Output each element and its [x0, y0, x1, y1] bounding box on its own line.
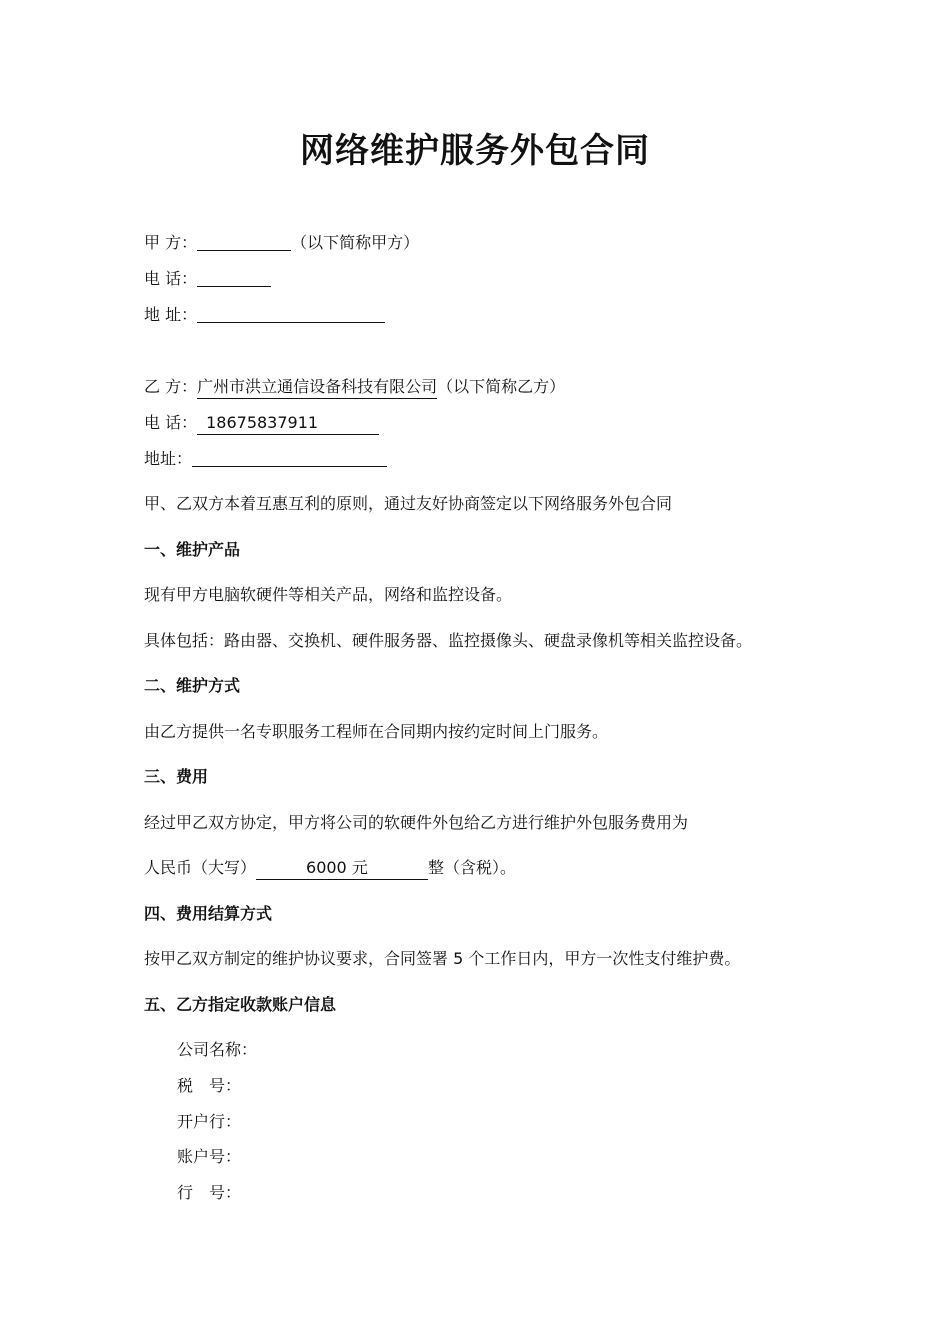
party-b-phone-line — [144, 411, 379, 435]
party-b-address-blank — [192, 448, 387, 467]
party-b-phone: 18675837911 — [197, 412, 379, 435]
preamble: 甲、乙双方本着互惠互利的原则，通过友好协商签定以下网络服务外包合同 — [144, 494, 673, 513]
document-title: 网络维护服务外包合同 — [300, 131, 650, 171]
party-a-suffix: （以下简称甲方） — [291, 233, 420, 252]
party-b-line — [144, 375, 565, 399]
section-3-paragraph-1: 经过甲乙双方协定，甲方将公司的软硬件外包给乙方进行维护外包服务费用为 — [144, 813, 689, 832]
bank-label: 开户行： — [177, 1112, 242, 1131]
amount-suffix: 整（含税）。 — [428, 858, 517, 877]
section-3-heading: 三、费用 — [144, 767, 209, 786]
party-a-address-label: 地 址： — [144, 305, 198, 324]
party-a-phone-line — [144, 267, 271, 291]
party-b-address-line — [144, 447, 387, 471]
currency-label: 人民币（大写） — [144, 858, 257, 877]
party-b-address-label: 地址： — [144, 449, 193, 468]
party-b-suffix: （以下简称乙方） — [437, 377, 566, 396]
account-number-label: 账户号： — [177, 1147, 242, 1166]
section-1-paragraph-2: 具体包括：路由器、交换机、硬件服务器、监控摄像头、硬盘录像机等相关监控设备。 — [144, 631, 753, 650]
company-name-label: 公司名称： — [177, 1040, 258, 1059]
section-1-heading: 一、维护产品 — [144, 540, 241, 559]
section-2-heading: 二、维护方式 — [144, 676, 241, 695]
bank-code-label: 行 号： — [177, 1183, 242, 1202]
party-b-label: 乙 方： — [144, 377, 198, 396]
party-b-name: 广州市洪立通信设备科技有限公司 — [197, 376, 437, 399]
party-a-phone-label: 电 话： — [144, 269, 198, 288]
party-a-address-blank — [197, 304, 385, 323]
party-a-address-line — [144, 303, 385, 327]
section-5-heading: 五、乙方指定收款账户信息 — [144, 995, 337, 1014]
party-a-line — [144, 231, 419, 255]
section-3-amount-line — [144, 856, 516, 880]
party-a-name-blank — [197, 232, 291, 251]
tax-number-label: 税 号： — [177, 1076, 242, 1095]
party-b-phone-label: 电 话： — [144, 413, 198, 432]
section-1-paragraph-1: 现有甲方电脑软硬件等相关产品，网络和监控设备。 — [144, 585, 513, 604]
section-2-paragraph-1: 由乙方提供一名专职服务工程师在合同期内按约定时间上门服务。 — [144, 722, 609, 741]
amount-value: 6000 元 — [256, 857, 428, 880]
party-a-phone-blank — [197, 268, 271, 287]
party-a-label: 甲 方： — [144, 233, 198, 252]
section-4-paragraph-1: 按甲乙双方制定的维护协议要求，合同签署 5 个工作日内，甲方一次性支付维护费。 — [144, 949, 741, 968]
section-4-heading: 四、费用结算方式 — [144, 904, 273, 923]
